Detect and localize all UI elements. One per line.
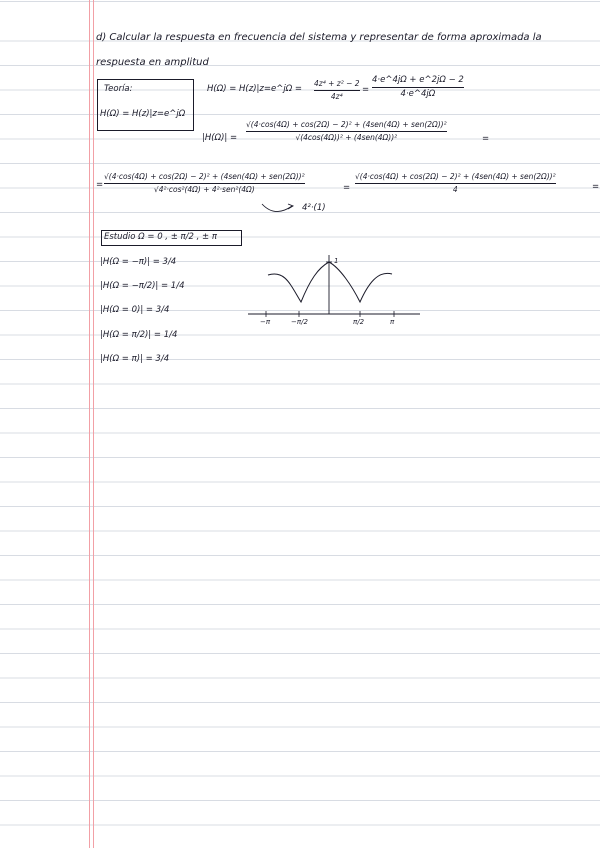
eq1-equals: =: [362, 85, 370, 95]
amplitude-curve: [268, 262, 392, 302]
x-tick-label: π/2: [353, 318, 365, 326]
result-line: |H(Ω = −π)| = 3/4: [100, 257, 177, 267]
x-tick-label: −π/2: [291, 318, 308, 326]
x-tick-label: π: [390, 318, 395, 326]
problem-title-line-1: d) Calcular la respuesta en frecuencia del sistema y representar de forma aproximada la: [96, 32, 542, 43]
y-tick-label: 1: [334, 257, 339, 265]
eq3-fraction-2-denominator: 4: [452, 184, 458, 194]
eq3-trailing-equals: =: [592, 182, 600, 192]
teoria-formula: H(Ω) = H(z)|z=e^jΩ: [100, 109, 186, 119]
eq3-prefix-equals: =: [96, 180, 104, 190]
teoria-label: Teoría:: [104, 84, 133, 94]
eq1-fraction-1-denominator: 4z⁴: [330, 91, 343, 101]
eq2-lhs: |H(Ω)| =: [202, 133, 238, 143]
problem-title-line-2: respuesta en amplitud: [96, 57, 209, 68]
eq3-fraction-2-numerator: √(4·cos(4Ω) + cos(2Ω) − 2)² + (4sen(4Ω) + sen(2Ω))²: [355, 172, 556, 181]
result-line: |H(Ω = 0)| = 3/4: [100, 305, 170, 315]
eq1-fraction-2-denominator: 4·e^4jΩ: [400, 88, 436, 99]
eq3-note: 4²·(1): [302, 203, 326, 213]
x-tick-label: −π: [260, 318, 271, 326]
eq3-fraction-1-denominator: √4²·cos²(4Ω) + 4²·sen²(4Ω): [153, 184, 255, 194]
eq2-denominator: √(4cos(4Ω))² + (4sen(4Ω))²: [295, 132, 398, 142]
estudio-label: Estudio Ω = 0 , ± π/2 , ± π: [104, 232, 217, 242]
eq2-numerator: √(4·cos(4Ω) + cos(2Ω) − 2)² + (4sen(4Ω) + sen(2Ω))²: [246, 120, 447, 129]
eq2-trailing-equals: =: [482, 134, 490, 144]
result-line: |H(Ω = π/2)| = 1/4: [100, 330, 178, 340]
eq3-fraction-1-numerator: √(4·cos(4Ω) + cos(2Ω) − 2)² + (4sen(4Ω) + sen(2Ω))²: [104, 172, 305, 181]
eq1-fraction-1-numerator: 4z⁴ + z² − 2: [314, 79, 360, 88]
result-line: |H(Ω = π)| = 3/4: [100, 354, 170, 364]
eq1-lhs: H(Ω) = H(z)|z=e^jΩ =: [207, 84, 303, 94]
eq3-equals: =: [343, 183, 351, 193]
result-line: |H(Ω = −π/2)| = 1/4: [100, 281, 185, 291]
eq1-fraction-2-numerator: 4·e^4jΩ + e^2jΩ − 2: [372, 75, 464, 85]
